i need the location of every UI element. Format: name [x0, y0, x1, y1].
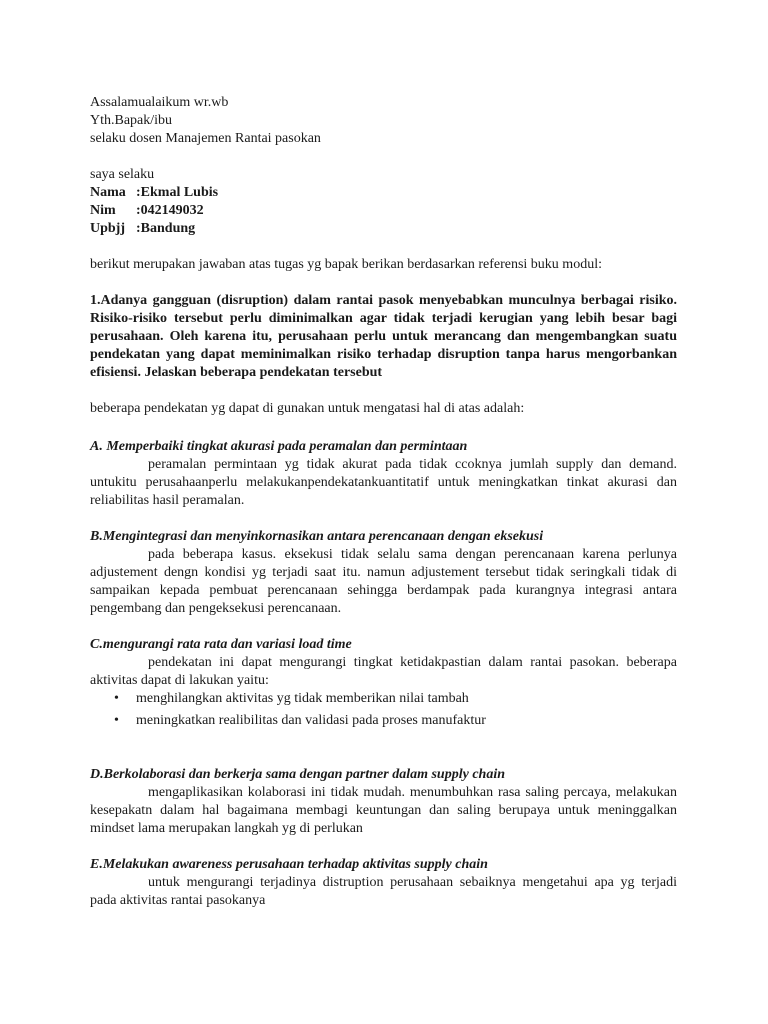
list-item-text: meningkatkan realibilitas dan validasi pada proses manufaktur	[136, 713, 486, 728]
identity-upbjj-value: :Bandung	[136, 221, 196, 236]
document-body	[90, 94, 677, 910]
identity-name-row	[90, 184, 677, 202]
section-a-body: peramalan permintaan yg tidak akurat pada tidak ccoknya jumlah supply dan demand. untukitu perusahaanperlu melakukanpendekatankuantitatif untuk meningkatkan tinkat akurasi dan reliabilitas hasil peramalan.	[90, 457, 677, 508]
identity-nim-value: :042149032	[136, 203, 204, 218]
bullet-icon: •	[114, 691, 119, 706]
identity-name-value: :Ekmal Lubis	[136, 185, 219, 200]
list-item-text: menghilangkan aktivitas yg tidak memberikan nilai tambah	[136, 691, 469, 706]
section-c-heading: C.mengurangi rata rata dan variasi load time	[90, 637, 352, 652]
section-c-body: pendekatan ini dapat mengurangi tingkat ketidakpastian dalam rantai pasokan. beberapa aktivitas dapat di lakukan yaitu:	[90, 655, 677, 688]
identity-upbjj-row	[90, 220, 677, 238]
list-item	[90, 712, 677, 730]
section-d-heading: D.Berkolaborasi dan berkerja sama dengan partner dalam supply chain	[90, 767, 505, 782]
question-text: 1.Adanya gangguan (disruption) dalam rantai pasok menyebabkan munculnya berbagai risiko. Risiko-risiko tersebut perlu diminimalkan agar tidak terjadi kerugian yang lebih besar bagi perusahaan. Oleh karena itu, perusahaan perlu untuk merancang dan mengembangkan suatu pendekatan yang dapat meminimalkan risiko terhadap disruption tanpa harus mengorbankan efisiensi. Jelaskan beberapa pendekatan tersebut	[90, 293, 677, 380]
section-b-body: pada beberapa kasus. eksekusi tidak selalu sama dengan perencanaan karena perlunya adjustement dengn kondisi yg terjadi saat itu. namun adjustement tersebut tidak seringkali tidak di sampaikan kepada pembuat perencanaan sehingga berdampak pada kurangnya integrasi antara pengembang dan pengeksekusi perencanaan.	[90, 547, 677, 616]
section-b-heading: B.Mengintegrasi dan menyinkornasikan antara perencanaan dengan eksekusi	[90, 529, 544, 544]
identity-name-label: Nama	[90, 185, 126, 200]
intro-text: berikut merupakan jawaban atas tugas yg bapak berikan berdasarkan referensi buku modul:	[90, 257, 602, 272]
identity-nim-label: Nim	[90, 203, 116, 218]
bullet-icon: •	[114, 713, 119, 728]
greeting-role: selaku dosen Manajemen Rantai pasokan	[90, 131, 321, 146]
greeting-salam: Assalamualaikum wr.wb	[90, 95, 229, 110]
section-e-body: untuk mengurangi terjadinya distruption perusahaan sebaiknya mengetahui apa yg terjadi pada aktivitas rantai pasokanya	[90, 875, 677, 908]
list-item	[90, 690, 677, 708]
section-c-bullet-list	[90, 690, 677, 730]
section-e-heading: E.Melakukan awareness perusahaan terhadap aktivitas supply chain	[90, 857, 488, 872]
section-d-body: mengaplikasikan kolaborasi ini tidak mudah. menumbuhkan rasa saling percaya, melakukan kesepakatn dalam hal bagaimana membagi keuntungan dan saling berupaya untuk meninggalkan mindset lama merupakan langkah yg di perlukan	[90, 785, 677, 836]
section-a-heading: A. Memperbaiki tingkat akurasi pada peramalan dan permintaan	[90, 439, 468, 454]
identity-upbjj-label: Upbjj	[90, 221, 126, 236]
identity-nim-row	[90, 202, 677, 220]
identity-intro: saya selaku	[90, 167, 155, 182]
answer-intro: beberapa pendekatan yg dapat di gunakan untuk mengatasi hal di atas adalah:	[90, 401, 525, 416]
greeting-recipient: Yth.Bapak/ibu	[90, 113, 173, 128]
